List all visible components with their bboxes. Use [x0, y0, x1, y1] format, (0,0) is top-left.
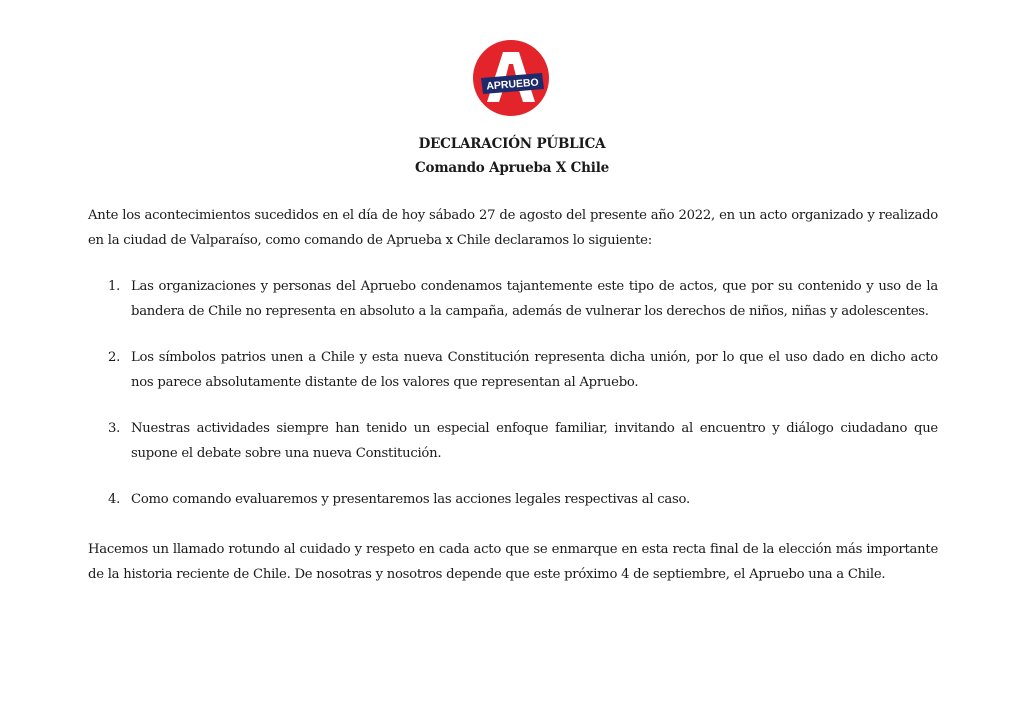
- list-number: 1.: [108, 279, 121, 294]
- list-number: 3.: [108, 421, 121, 436]
- apruebo-logo: [473, 40, 549, 116]
- declaration-subtitle: Comando Aprueba X Chile: [414, 160, 610, 176]
- list-text: Como comando evaluaremos y presentaremos las acciones legales respectivas al caso.: [131, 492, 690, 507]
- list-number: 2.: [108, 350, 121, 365]
- logo-text: APRUEBO: [485, 76, 540, 93]
- list-item: [108, 345, 938, 395]
- list-item: [108, 274, 938, 324]
- list-item: [108, 416, 938, 466]
- list-number: 4.: [108, 492, 121, 507]
- list-item: [108, 487, 938, 512]
- intro-paragraph: Ante los acontecimientos sucedidos en el día de hoy sábado 27 de agosto del presente año 2022, en un acto organizado y realizado en la ciudad de Valparaíso, como comando de Aprueba x Chile declaramos lo siguiente:: [88, 208, 938, 248]
- declaration-title: DECLARACIÓN PÚBLICA: [418, 136, 606, 152]
- list-text: Las organizaciones y personas del Apruebo condenamos tajantemente este tipo de actos, que por su contenido y uso de la bandera de Chile no representa en absoluto a la campaña, además de vulnerar los derechos de niños, niñas y adolescentes.: [131, 279, 938, 319]
- list-text: Nuestras actividades siempre han tenido un especial enfoque familiar, invitando al encuentro y diálogo ciudadano que supone el debate sobre una nueva Constitución.: [131, 421, 938, 461]
- list-text: Los símbolos patrios unen a Chile y esta nueva Constitución representa dicha unión, por lo que el uso dado en dicho acto nos parece absolutamente distante de los valores que representan al Apruebo.: [131, 350, 938, 390]
- closing-paragraph: Hacemos un llamado rotundo al cuidado y respeto en cada acto que se enmarque en esta recta final de la elección más importante de la historia reciente de Chile. De nosotras y nosotros depende que este próximo 4 de septiembre, el Apruebo una a Chile.: [88, 542, 938, 582]
